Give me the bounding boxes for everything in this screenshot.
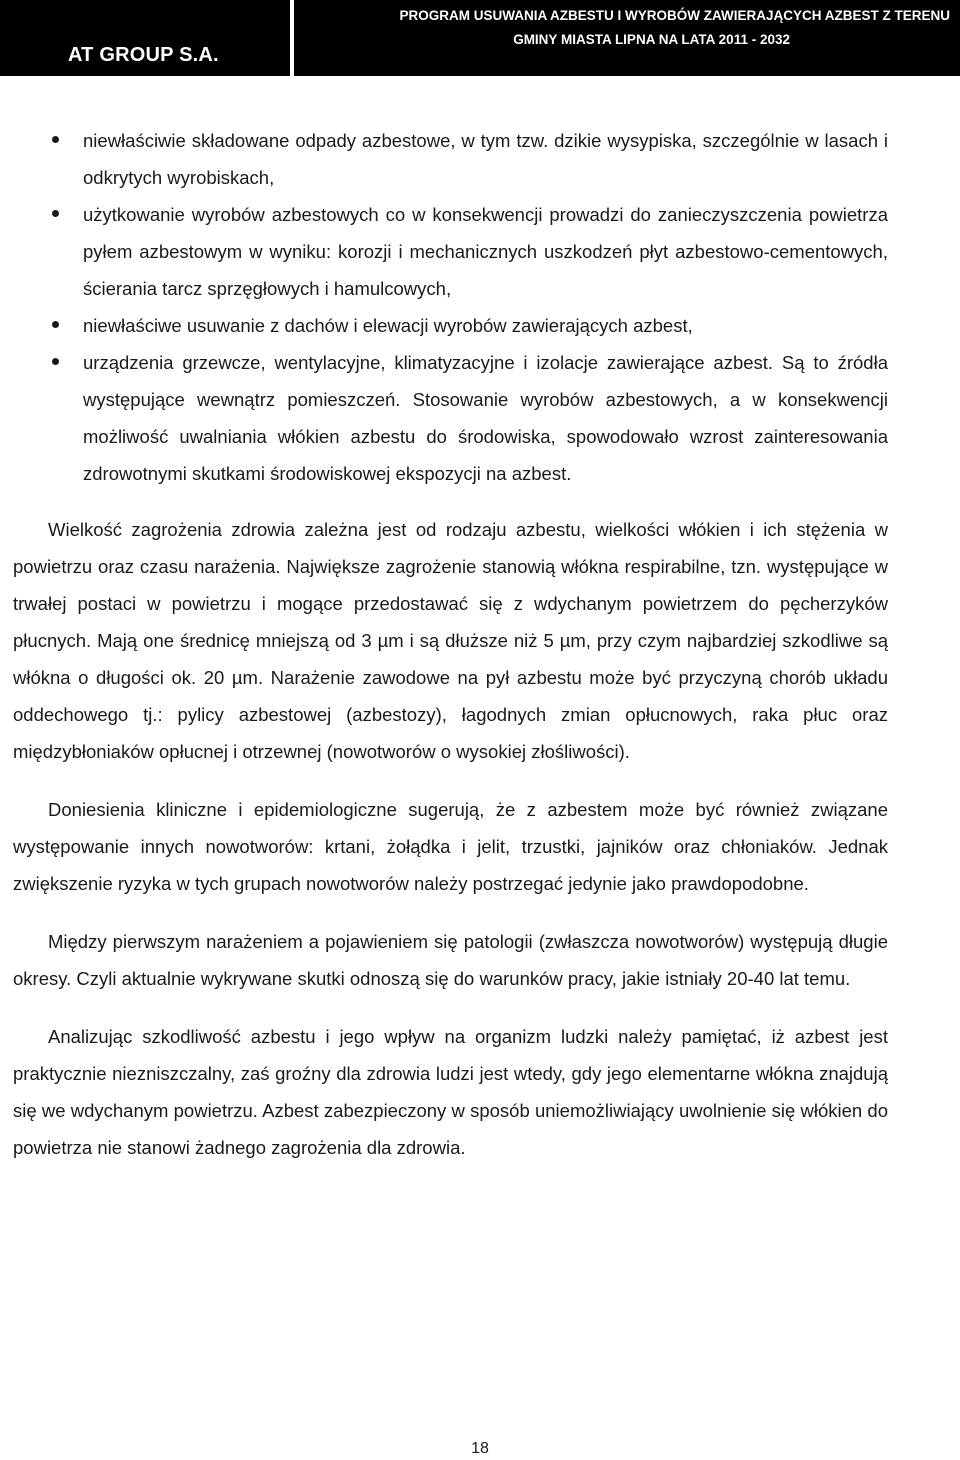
header-title-band: [294, 0, 960, 76]
bullet-item: [83, 344, 888, 492]
bullet-dot-icon: [52, 358, 59, 365]
bullet-dot-icon: [52, 210, 59, 217]
header-title-line-2: GMINY MIASTA LIPNA NA LATA 2011 - 2032: [513, 32, 790, 47]
bullet-list: [13, 122, 888, 492]
paragraph-asbestos-durability: Analizując szkodliwość azbestu i jego wpływ na organizm ludzki należy pamiętać, iż azbest jest praktycznie niezniszczalny, zaś groźny dla zdrowia ludzi jest wtedy, gdy jego elementarne włókna znajdują się we wdychanym powietrzu. Azbest zabezpieczony w sposób uniemożliwiający uwolnienie się włókien do powietrza nie stanowi żadnego zagrożenia dla zdrowia.: [13, 1026, 888, 1158]
bullet-item: [83, 196, 888, 307]
bullet-text: niewłaściwe usuwanie z dachów i elewacji wyrobów zawierających azbest,: [83, 315, 693, 336]
paragraph-health-risk: Wielkość zagrożenia zdrowia zależna jest od rodzaju azbestu, wielkości włókien i ich stężenia w powietrzu oraz czasu narażenia. Największe zagrożenie stanowią włókna respirabilne, tzn. występujące w trwałej postaci w powietrzu i mogące przedostawać się z wdychanym powietrzem do pęcherzyków płucnych. Mają one średnicę mniejszą od 3 µm i są dłuższe niż 5 µm, przy czym najbardziej szkodliwe są włókna o długości ok. 20 µm. Narażenie zawodowe na pył azbestu może być przyczyną chorób układu oddechowego tj.: pylicy azbestowej (azbestozy), łagodnych zmian opłucnowych, raka płuc oraz międzybłoniaków opłucnej i otrzewnej (nowotworów o wysokiej złośliwości).: [13, 519, 888, 762]
bullet-dot-icon: [52, 136, 59, 143]
company-name: AT GROUP S.A.: [68, 44, 219, 66]
bullet-dot-icon: [52, 321, 59, 328]
paragraph-clinical-reports: Doniesienia kliniczne i epidemiologiczne sugerują, że z azbestem może być również związane występowanie innych nowotworów: krtani, żołądka i jelit, trzustki, jajników oraz chłoniaków. Jednak zwiększenie ryzyka w tych grupach nowotworów należy postrzegać jedynie jako prawdopodobne.: [13, 799, 888, 894]
bullet-text: użytkowanie wyrobów azbestowych co w konsekwencji prowadzi do zanieczyszczenia powietrza pyłem azbestowym w wyniku: korozji i mechanicznych uszkodzeń płyt azbestowo-cementowych, ścierania tarcz sprzęgłowych i hamulcowych,: [83, 204, 888, 299]
header-title-line-1: PROGRAM USUWANIA AZBESTU I WYROBÓW ZAWIERAJĄCYCH AZBEST Z TERENU: [399, 8, 950, 23]
bullet-text: niewłaściwie składowane odpady azbestowe, w tym tzw. dzikie wysypiska, szczególnie w lasach i odkrytych wyrobiskach,: [83, 130, 888, 188]
bullet-text: urządzenia grzewcze, wentylacyjne, klimatyzacyjne i izolacje zawierające azbest. Są to źródła występujące wewnątrz pomieszczeń. Stosowanie wyrobów azbestowych, a w konsekwencji możliwość uwalniania włókien azbestu do środowiska, spowodowało wzrost zainteresowania zdrowotnymi skutkami środowiskowej ekspozycji na azbest.: [83, 352, 888, 484]
bullet-item: [83, 307, 888, 344]
paragraph-latency-period: Między pierwszym narażeniem a pojawieniem się patologii (zwłaszcza nowotworów) występują długie okresy. Czyli aktualnie wykrywane skutki odnoszą się do warunków pracy, jakie istniały 20-40 lat temu.: [13, 931, 888, 989]
page-header: [0, 0, 960, 76]
bullet-item: [83, 122, 888, 196]
document-body: [13, 122, 888, 1166]
page-number: 18: [471, 1440, 489, 1457]
company-logo-block: [0, 0, 290, 76]
